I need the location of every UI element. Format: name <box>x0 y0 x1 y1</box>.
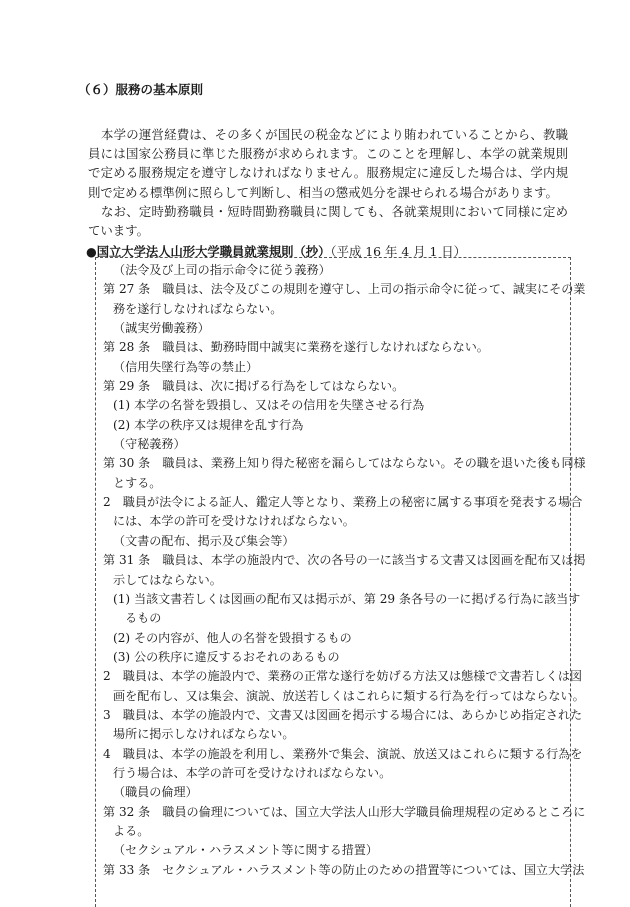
article-30-para-2: 2 職員が法令による証人、鑑定人等となり、業務上の秘密に属する事項を発表する場合 <box>103 495 583 510</box>
article-31-item-3: (3) 公の秩序に違反するおそれのあるもの <box>113 649 340 664</box>
article-31-para-3: 3 職員は、本学の施設内で、文書又は図画を掲示する場合には、あらかじめ指定された <box>103 707 583 722</box>
article-31-item-1-cont: るもの <box>125 611 162 626</box>
article-29-item-2: (2) 本学の秩序又は規律を乱す行為 <box>113 417 304 432</box>
article-30-para-2-cont: には、本学の許可を受けなければならない。 <box>113 514 355 529</box>
caption-sincere-labor: （誠実労働義務） <box>113 321 210 336</box>
paragraph-part-time-note: なお、定時勤務職員・短時間勤務職員に関しても、各就業規則において同様に定めています。 <box>88 204 568 239</box>
article-33: 第 33 条 セクシュアル・ハラスメント等の防止のための措置等については、国立大学法 <box>103 862 585 877</box>
article-27: 第 27 条 職員は、法令及びこの規則を遵守し、上司の指示命令に従って、誠実にその業 <box>103 282 586 297</box>
article-31-para-2: 2 職員は、本学の施設内で、業務の正常な遂行を妨げる方法又は態様で文書若しくは図 <box>103 669 583 684</box>
caption-ethics: （職員の倫理） <box>113 785 198 800</box>
article-30: 第 30 条 職員は、業務上知り得た秘密を漏らしてはならない。その職を退いた後も同様 <box>103 456 586 471</box>
article-29: 第 29 条 職員は、次に掲げる行為をしてはならない。 <box>103 379 405 394</box>
article-32: 第 32 条 職員の倫理については、国立大学法人山形大学職員倫理規程の定めるところに <box>103 804 586 819</box>
caption-harassment: （セクシュアル・ハラスメント等に関する措置） <box>113 843 378 858</box>
caption-documents: （文書の配布、掲示及び集会等） <box>113 533 295 548</box>
article-31-para-3-cont: 場所に掲示しなければならない。 <box>113 727 295 742</box>
caption-obey-orders: （法令及び上司の指示命令に従う義務） <box>113 263 331 277</box>
article-28: 第 28 条 職員は、勤務時間中誠実に業務を遂行しなければならない。 <box>103 340 489 355</box>
article-30-cont: とする。 <box>113 475 162 490</box>
article-31-para-4-cont: 行う場合は、本学の許可を受けなければならない。 <box>113 765 392 780</box>
article-29-item-1: (1) 本学の名誉を毀損し、又はその信用を失墜させる行為 <box>113 398 425 413</box>
article-27-cont: 務を遂行しなければならない。 <box>113 301 283 316</box>
article-31-item-2: (2) その内容が、他人の名誉を毀損するもの <box>113 630 352 645</box>
article-32-cont: よる。 <box>113 823 150 838</box>
article-31: 第 31 条 職員は、本学の施設内で、次の各号の一に該当する文書又は図画を配布又は掲 <box>103 553 586 568</box>
caption-credit-loss: （信用失墜行為等の禁止） <box>113 359 259 374</box>
regulation-date: （平成 16 年 4 月 1 日） <box>330 244 467 259</box>
section-heading: （６）服務の基本原則 <box>78 82 204 97</box>
article-31-para-4: 4 職員は、本学の施設を利用し、業務外で集会、演説、放送又はこれらに類する行為を <box>103 746 583 761</box>
regulation-title: ●国立大学法人山形大学職員就業規則（抄） <box>86 245 331 259</box>
article-31-item-1: (1) 当該文書若しくは図画の配布又は掲示が、第 29 条各号の一に掲げる行為に該当す <box>113 591 581 606</box>
article-31-para-2-cont: 画を配布し、又は集会、演説、放送若しくはこれらに類する行為を行ってはならない。 <box>113 688 585 703</box>
caption-confidentiality: （守秘義務） <box>113 437 186 452</box>
article-31-cont: 示してはならない。 <box>113 572 222 587</box>
paragraph-duty-principle: 本学の運営経費は、その多くが国民の税金などにより賄われていることから、教職員には国家公務員に準じた服務が求められます。このことを理解し、本学の就業規則で定める服務規定を遵守しなければなりません。服務規定に違反した場合は、学内規則で定める標準例に照らして判断し、相当の懲戒処分を課せられる場合があります。 <box>88 127 568 200</box>
regulation-excerpt-text <box>103 261 586 880</box>
